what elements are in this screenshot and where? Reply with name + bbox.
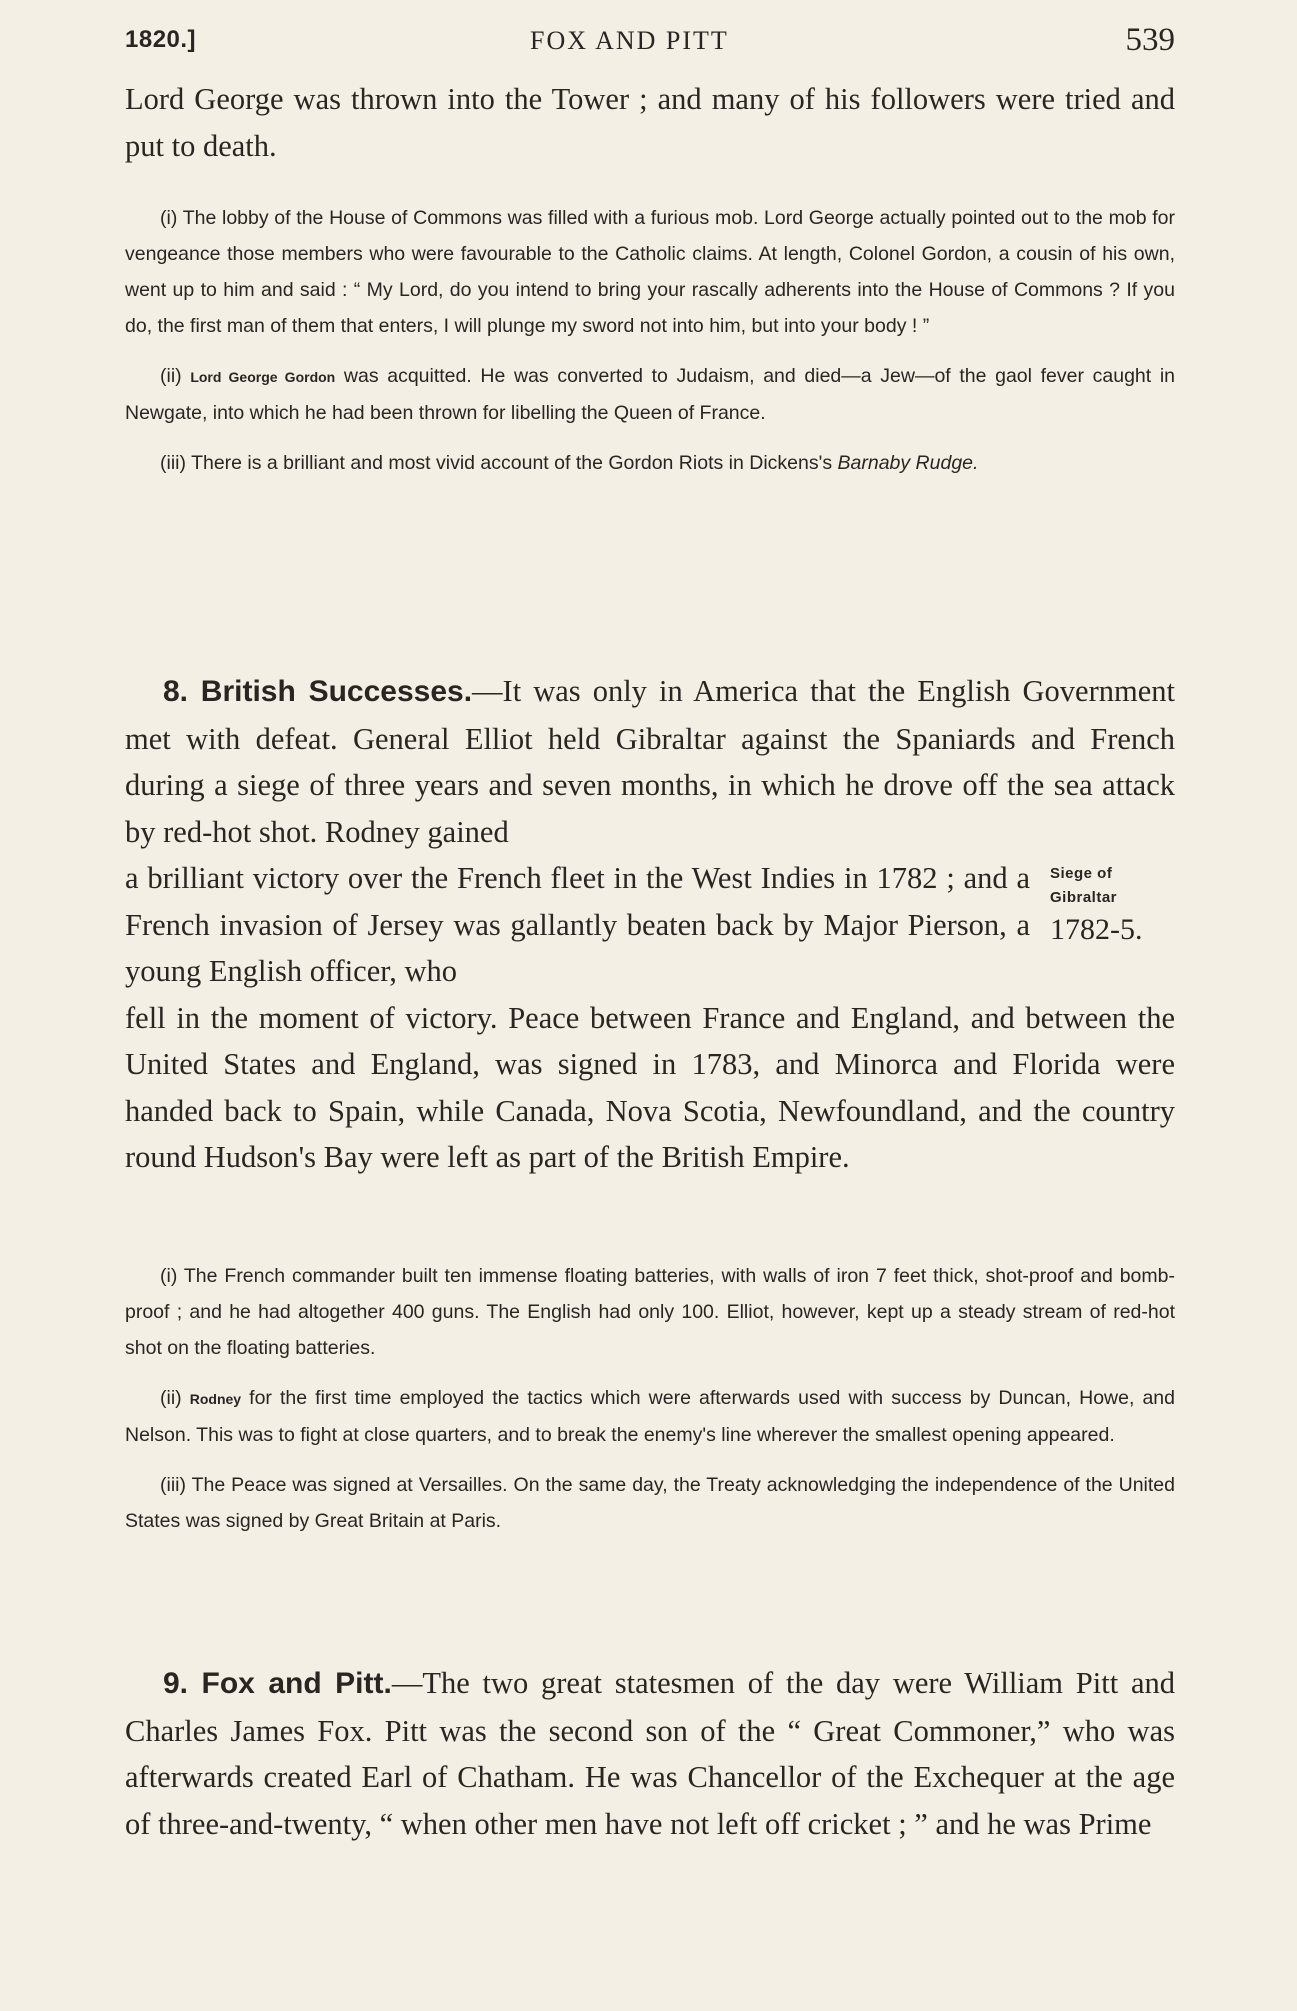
- section-british-successes: [125, 668, 1175, 1181]
- section-paragraph-end: fell in the moment of victory. Peace between France and England, and between the United States and England, was signed in 1783, and Minorca and Florida were handed back to Spain, while Canada, Nova Scotia, Newfoundland, and the country round Hudson's Bay were left as part of the British Empire.: [125, 1000, 1175, 1174]
- footnote-text: The lobby of the House of Commons was filled with a furious mob. Lord George actually pointed out to the mob for vengeance those members who were favourable to the Catholic claims. At length, Colonel Gordon, a cousin of his own, went up to him and said : “ My Lord, do you intend to bring your rascally adherents into the House of Commons ? If you do, the first man of them that enters, I will plunge my sword not into him, but into your body ! ”: [125, 207, 1175, 337]
- footnote-text: There is a brilliant and most vivid account of the Gordon Riots in Dickens's: [191, 452, 833, 474]
- running-header: [125, 20, 1175, 60]
- footnote-item: [125, 1380, 1175, 1453]
- footnote-label: (iii): [160, 452, 186, 474]
- section-text: —The two great statesmen of the day were William Pitt and Charles James Fox. Pitt was the second son of the “ Great Commoner,” who was afterwards created Earl of Chatham. He was Chancellor of the Exchequer at the age of three-and-twenty, “ when other men have not left off cricket ; ” and he was Prime: [125, 1666, 1176, 1841]
- footnote-label: (ii): [160, 365, 182, 387]
- footnote-label: (iii): [160, 1474, 186, 1496]
- footnote-item: [125, 1467, 1175, 1539]
- section-heading: 8. British Successes.: [163, 675, 473, 708]
- header-year: 1820.]: [125, 26, 197, 53]
- footnote-text: The French commander built ten immense floating batteries, with walls of iron 7 feet thick, shot-proof and bomb-proof ; and he had altogether 400 guns. The English had only 100. Elliot, however, kept up a steady stream of red-hot shot on the floating batteries.: [125, 1265, 1175, 1359]
- opening-paragraph: Lord George was thrown into the Tower ; and many of his followers were tried and put to death.: [125, 82, 1175, 163]
- margin-note-date: 1782-5.: [1050, 913, 1143, 946]
- page-number: 539: [1125, 22, 1175, 58]
- footnotes-gordon-riots: [125, 200, 1175, 495]
- margin-note-line: Gibraltar: [1050, 889, 1118, 906]
- footnotes-british-successes: [125, 1258, 1175, 1553]
- footnote-text: for the first time employed the tactics which were afterwards used with success by Duncan, Howe, and Nelson. This was to fight at close quarters, and to break the enemy's line wherever the smallest opening appeared.: [125, 1387, 1175, 1446]
- header-title: FOX AND PITT: [530, 26, 729, 55]
- section-paragraph: [125, 1660, 1175, 1847]
- section-text: —It was only in America that the English Government met with defeat. General Elliot held Gibraltar against the Spaniards and French during a siege of three years and seven months, in which he drove off the sea attack by red-hot shot. Rodney gained: [125, 674, 1175, 849]
- footnote-name: Lord George Gordon: [190, 369, 336, 385]
- footnote-name: Rodney: [189, 1391, 242, 1407]
- footnote-item: [125, 358, 1175, 431]
- section-fox-and-pitt: [125, 1660, 1175, 1847]
- footnote-text: was acquitted. He was converted to Judaism, and died—a Jew—of the gaol fever caught in Newgate, into which he had been thrown for libelling the Queen of France.: [125, 365, 1176, 424]
- footnote-item: [125, 200, 1175, 344]
- book-title: Barnaby Rudge.: [837, 452, 979, 474]
- footnote-label: (i): [160, 1265, 178, 1287]
- footnote-label: (ii): [160, 1387, 182, 1409]
- section-paragraph: [125, 668, 1175, 855]
- margin-note-gibraltar: [1050, 862, 1180, 948]
- footnote-text: The Peace was signed at Versailles. On the same day, the Treaty acknowledging the independence of the United States was signed by Great Britain at Paris.: [125, 1474, 1175, 1532]
- margin-note-line: Siege of: [1050, 865, 1113, 882]
- footnote-item: [125, 1258, 1175, 1366]
- section-heading: 9. Fox and Pitt.: [163, 1667, 392, 1700]
- section-paragraph-narrow: a brilliant victory over the French fleet in the West Indies in 1782 ; and a French invasion of Jersey was gallantly beaten back by Major Pierson, a young English officer, who: [125, 861, 1030, 988]
- footnote-label: (i): [160, 207, 178, 229]
- footnote-item: [125, 445, 1175, 481]
